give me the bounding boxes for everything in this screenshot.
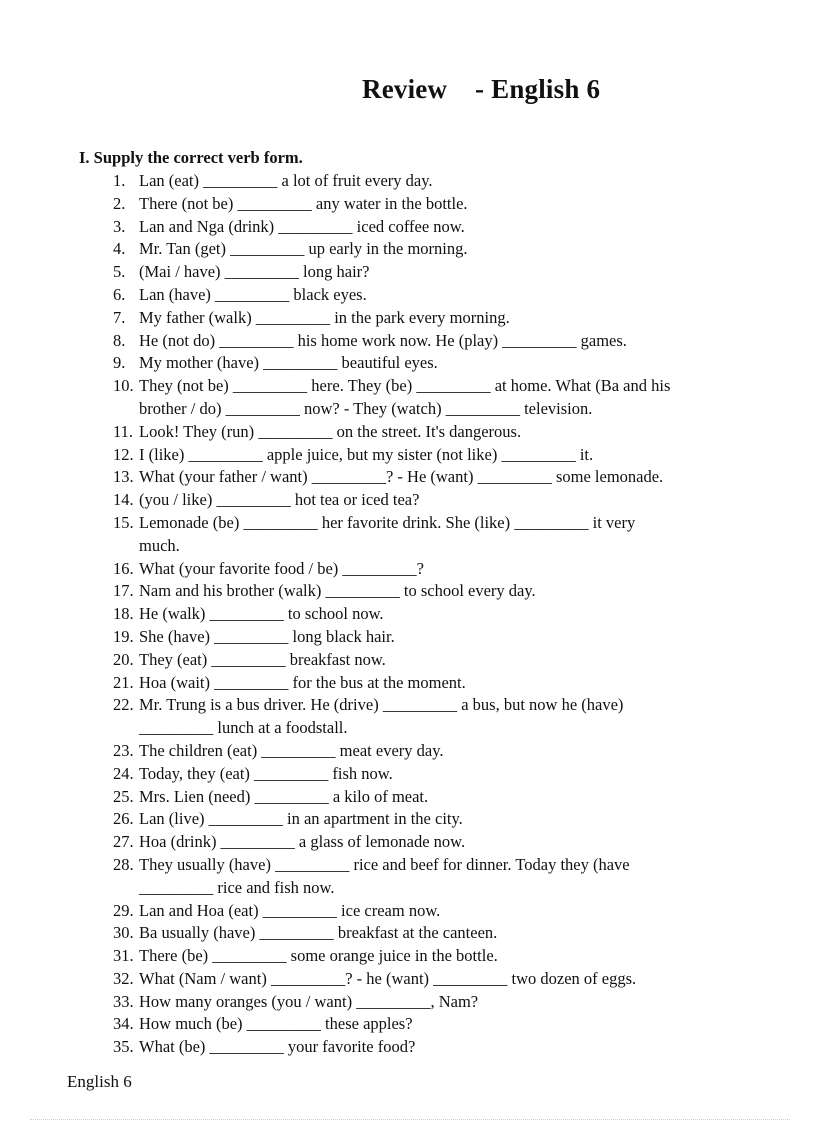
exercise-number: 29. (113, 900, 134, 920)
exercise-text: Mrs. Lien (need) _________ a kilo of meat. (139, 786, 429, 806)
exercise-item (113, 512, 753, 558)
exercise-text: Nam and his brother (walk) _________ to school every day. (139, 581, 536, 601)
exercise-item (113, 922, 753, 945)
exercise-number: 34. (113, 1014, 134, 1034)
exercise-item (113, 740, 753, 763)
exercise-number: 10. (113, 376, 134, 396)
exercise-item (113, 763, 753, 786)
exercise-number: 32. (113, 968, 134, 988)
exercise-item (113, 854, 753, 900)
exercise-text: What (your father / want) _________? - He (want) _________ some lemonade. (139, 467, 664, 487)
exercise-text: They usually (have) _________ rice and beef for dinner. Today they (have (139, 854, 630, 874)
exercise-text: Lan and Hoa (eat) _________ ice cream now. (139, 900, 441, 920)
exercise-item (113, 626, 753, 649)
exercise-item (113, 193, 753, 216)
exercise-item (113, 307, 753, 330)
exercise-number: 17. (113, 581, 134, 601)
exercise-text: What (Nam / want) _________? - he (want) _________ two dozen of eggs. (139, 968, 637, 988)
exercise-text-continuation: brother / do) _________ now? - They (watch) _________ television. (139, 398, 593, 418)
exercise-list (113, 170, 753, 1059)
exercise-text: Lan and Nga (drink) _________ iced coffee now. (139, 216, 465, 236)
exercise-item (113, 1013, 753, 1036)
exercise-text: Mr. Tan (get) _________ up early in the morning. (139, 239, 468, 259)
exercise-text: Lemonade (be) _________ her favorite drink. She (like) _________ it very (139, 512, 636, 532)
exercise-item (113, 649, 753, 672)
exercise-text: Today, they (eat) _________ fish now. (139, 763, 393, 783)
exercise-item (113, 238, 753, 261)
exercise-text: Lan (live) _________ in an apartment in the city. (139, 809, 463, 829)
exercise-text: Lan (eat) _________ a lot of fruit every day. (139, 171, 433, 190)
exercise-text: There (not be) _________ any water in the bottle. (139, 193, 468, 213)
exercise-item (113, 945, 753, 968)
exercise-text: She (have) _________ long black hair. (139, 626, 395, 646)
page-title: Review - English 6 (362, 74, 601, 104)
exercise-number: 16. (113, 558, 134, 578)
exercise-text: What (your favorite food / be) _________? (139, 558, 424, 578)
exercise-item (113, 603, 753, 626)
exercise-item (113, 580, 753, 603)
exercise-item (113, 421, 753, 444)
exercise-text-continuation: _________ lunch at a foodstall. (139, 718, 348, 738)
exercise-number: 13. (113, 467, 134, 487)
exercise-item (113, 489, 753, 512)
exercise-item (113, 284, 753, 307)
exercise-number: 9. (113, 353, 126, 373)
exercise-text: I (like) _________ apple juice, but my sister (not like) _________ it. (139, 444, 594, 464)
exercise-number: 22. (113, 695, 134, 715)
exercise-number: 26. (113, 809, 134, 829)
exercise-item (113, 216, 753, 239)
exercise-number: 5. (113, 262, 126, 282)
exercise-text: Hoa (drink) _________ a glass of lemonade now. (139, 832, 466, 852)
exercise-number: 19. (113, 626, 134, 646)
exercise-number: 7. (113, 307, 126, 327)
exercise-number: 21. (113, 672, 134, 692)
exercise-number: 18. (113, 604, 134, 624)
exercise-item (113, 1036, 753, 1059)
exercise-item (113, 808, 753, 831)
exercise-item (113, 466, 753, 489)
exercise-text-continuation: much. (139, 535, 180, 555)
exercise-text: Hoa (wait) _________ for the bus at the moment. (139, 672, 466, 692)
exercise-text: He (walk) _________ to school now. (139, 604, 384, 624)
exercise-item (113, 330, 753, 353)
exercise-text: They (eat) _________ breakfast now. (139, 649, 386, 669)
exercise-text: They (not be) _________ here. They (be) _________ at home. What (Ba and his (139, 376, 671, 396)
exercise-number: 2. (113, 193, 126, 213)
page-footer: English 6 (67, 1072, 132, 1091)
exercise-item (113, 170, 753, 193)
exercise-item (113, 375, 753, 421)
exercise-text: Mr. Trung is a bus driver. He (drive) _________ a bus, but now he (have) (139, 695, 624, 715)
exercise-text: Ba usually (have) _________ breakfast at the canteen. (139, 923, 498, 943)
exercise-item (113, 672, 753, 695)
exercise-item (113, 558, 753, 581)
exercise-number: 8. (113, 330, 126, 350)
exercise-item (113, 900, 753, 923)
exercise-number: 4. (113, 239, 126, 259)
exercise-item (113, 831, 753, 854)
exercise-number: 20. (113, 649, 134, 669)
exercise-number: 1. (113, 171, 126, 190)
exercise-text: There (be) _________ some orange juice in the bottle. (139, 946, 498, 966)
exercise-item (113, 968, 753, 991)
exercise-number: 28. (113, 854, 134, 874)
exercise-text: Lan (have) _________ black eyes. (139, 284, 367, 304)
exercise-number: 11. (113, 421, 134, 441)
exercise-number: 3. (113, 216, 126, 236)
exercise-item (113, 352, 753, 375)
exercise-text-continuation: _________ rice and fish now. (139, 877, 335, 897)
exercise-number: 6. (113, 284, 126, 304)
exercise-text: How much (be) _________ these apples? (139, 1014, 413, 1034)
exercise-item (113, 694, 753, 740)
exercise-text: My father (walk) _________ in the park every morning. (139, 307, 510, 327)
exercise-text: What (be) _________ your favorite food? (139, 1037, 416, 1057)
exercise-number: 12. (113, 444, 134, 464)
exercise-number: 30. (113, 923, 134, 943)
exercise-number: 14. (113, 490, 134, 510)
exercise-number: 23. (113, 740, 134, 760)
exercise-text: He (not do) _________ his home work now. He (play) _________ games. (139, 330, 627, 350)
exercise-text: How many oranges (you / want) _________, Nam? (139, 991, 479, 1011)
footer-divider (30, 1119, 790, 1120)
exercise-number: 31. (113, 946, 134, 966)
exercise-text: The children (eat) _________ meat every day. (139, 740, 444, 760)
exercise-item (113, 444, 753, 467)
section-heading: I. Supply the correct verb form. (79, 148, 303, 167)
exercise-number: 24. (113, 763, 134, 783)
exercise-text: (you / like) _________ hot tea or iced tea? (139, 490, 420, 510)
exercise-text: (Mai / have) _________ long hair? (139, 262, 370, 282)
exercise-item (113, 261, 753, 284)
exercise-item (113, 786, 753, 809)
exercise-text: Look! They (run) _________ on the street. It's dangerous. (139, 421, 522, 441)
exercise-item (113, 991, 753, 1014)
exercise-number: 25. (113, 786, 134, 806)
exercise-number: 33. (113, 991, 134, 1011)
exercise-text: My mother (have) _________ beautiful eyes. (139, 353, 438, 373)
exercise-number: 27. (113, 832, 134, 852)
exercise-number: 15. (113, 512, 134, 532)
exercise-number: 35. (113, 1037, 134, 1057)
